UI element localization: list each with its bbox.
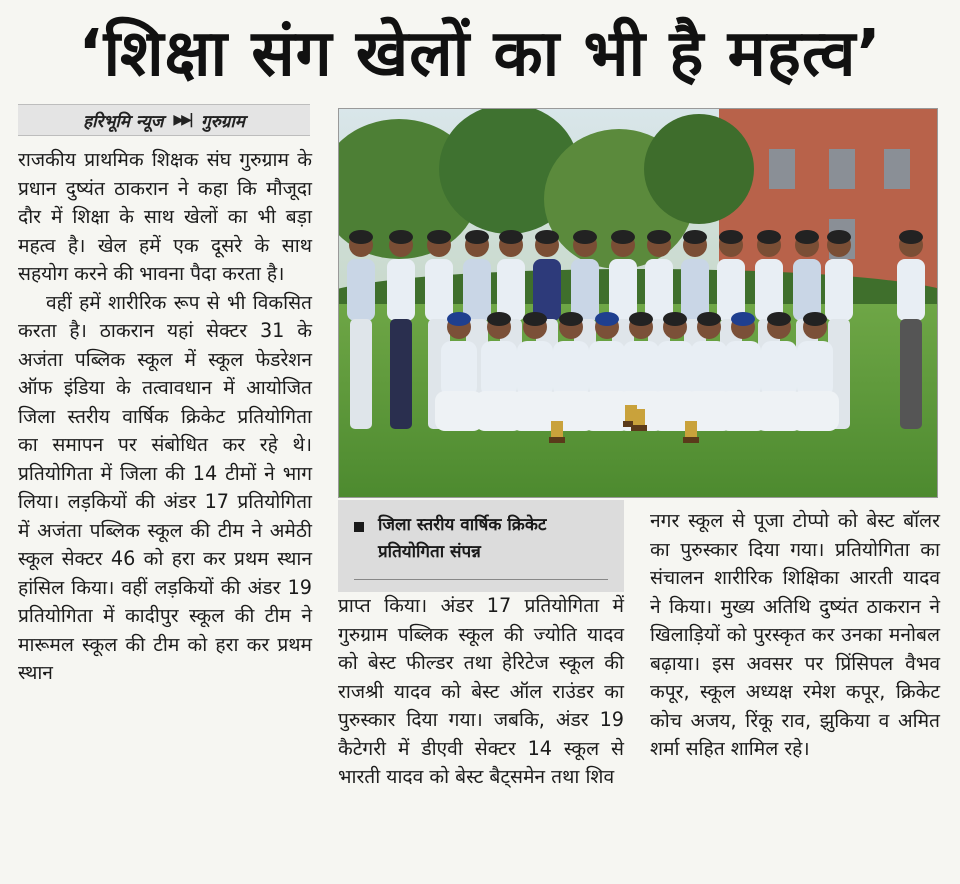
byline-source: हरिभूमि न्यूज [83,111,164,132]
byline-location: गुरुग्राम [201,111,245,132]
headline: ‘शिक्षा संग खेलों का भी है महत्व’ [78,16,882,91]
trophy-icon [683,421,699,443]
photo-building-window [769,149,795,189]
team-photo [338,108,938,498]
subhead-box [338,500,624,592]
photo-tree [644,114,754,224]
trophy-icon [549,421,565,443]
photo-building-window [884,149,910,189]
article-paragraph-2: वहीं हमें शारीरिक रूप से भी विकसित करता है। ठाकरान यहां सेक्टर 31 के अजंता पब्लिक स्कूल में स्कूल फेडरेशन ऑफ इंडिया के तत्वावधान में आयोजित जिला स्तरीय वार्षिक क्रिकेट प्रतियोगिता का समापन पर संबोधित कर रहे थे। प्रतियोगिता में जिला की 14 टीमों ने भाग लिया। लड़कियों की अंडर 17 प्रतियोगिता में अजंता पब्लिक स्कूल की टीम ने अमेठी स्कूल सेक्टर 46 को हरा कर प्रथम स्थान हांसिल किया। वहीं लड़कियों की अंडर 19 प्रतियोगिता में कादीपुर स्कूल की टीम ने मारूमल स्कूल की टीम को हरा कर प्रथम स्थान [18,290,312,684]
article-paragraph-1: राजकीय प्राथमिक शिक्षक संघ गुरुग्राम के प्रधान दुष्यंत ठाकरान ने कहा कि मौजूदा दौर में शिक्षा के साथ खेलों का भी बड़ा महत्व है। खेल हमें एक दूसरे के साथ सहयोग करने की भावना पैदा करता है। [18,148,312,285]
article-paragraph-4: नगर स्कूल से पूजा टोप्पो को बेस्ट बॉलर का पुरुस्कार दिया गया। प्रतियोगिता का संचालन शारीरिक शिक्षिका आरती यादव ने किया। मुख्य अतिथि दुष्यंत ठाकरान ने खिलाड़ियों को पुरस्कृत कर उनका मनोबल बढ़ाया। इस अवसर पर प्रिंसिपल वैभव कपूर, स्कूल अध्यक्ष रमेश कपूर, क्रिकेट कोच अजय, रिंकू राव, झुकिया व अमित शर्मा सहित शामिल रहे। [650,509,940,760]
article-column-3 [650,507,940,764]
article-column-1 [18,146,312,688]
square-bullet-icon [354,522,364,532]
byline-separator-icon: ▶▶| [173,112,192,128]
photo-building-window [829,149,855,189]
byline [18,104,310,136]
subhead-text: जिला स्तरीय वार्षिक क्रिकेट प्रतियोगिता संपन्न [378,515,547,562]
trophy-icon [631,409,647,431]
subhead-rule [354,579,608,580]
article-column-2 [338,592,624,792]
article-paragraph-3: प्राप्त किया। अंडर 17 प्रतियोगिता में गुरुग्राम पब्लिक स्कूल की ज्योति यादव को बेस्ट फील्डर तथा हेरिटेज स्कूल की राजश्री यादव को बेस्ट ऑल राउंडर का पुरुस्कार दिया गया। जबकि, अंडर 19 कैटेगरी में डीएवी सेक्टर 14 स्कूल से भारती यादव को बेस्ट बैट्समेन तथा शिव [338,594,624,788]
